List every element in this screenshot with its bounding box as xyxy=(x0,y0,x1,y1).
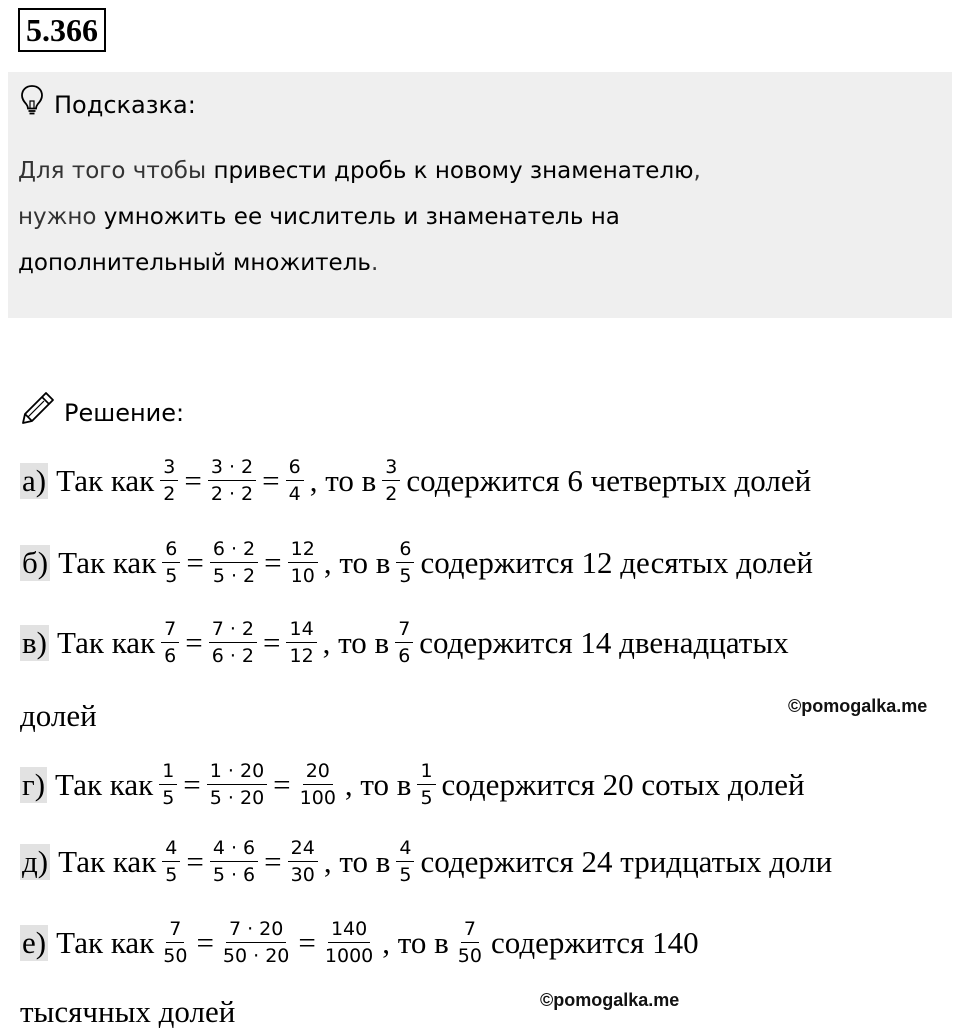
numerator: 6 xyxy=(162,537,180,563)
item-intro: Так как xyxy=(56,624,156,660)
item-connector: , то в xyxy=(382,924,449,960)
equals-sign: = xyxy=(183,766,201,802)
fraction-original-repeat xyxy=(455,917,485,968)
denominator: 2 · 2 xyxy=(210,483,254,505)
numerator: 7 xyxy=(395,617,413,643)
fraction-result xyxy=(297,759,339,810)
item-letter: в) xyxy=(22,624,47,660)
solution-item xyxy=(20,537,815,588)
denominator: 5 · 6 xyxy=(212,864,256,886)
solution-item xyxy=(20,455,813,506)
fraction-original-repeat xyxy=(417,759,435,810)
numerator: 4 xyxy=(396,836,414,862)
numerator: 1 · 20 xyxy=(207,759,267,785)
fraction-original-repeat xyxy=(395,617,413,668)
item-letter: б) xyxy=(22,544,49,580)
item-connector: , то в xyxy=(309,462,377,498)
solution-item xyxy=(20,836,834,887)
hint-text-segment: , xyxy=(693,158,701,184)
fraction-result xyxy=(288,537,318,588)
denominator: 6 · 2 xyxy=(211,645,254,667)
equals-sign: = xyxy=(186,544,204,580)
equals-sign: = xyxy=(185,624,203,660)
item-intro: Так как xyxy=(56,462,155,498)
denominator: 5 xyxy=(165,864,178,886)
numerator: 4 · 6 xyxy=(210,836,258,862)
denominator: 10 xyxy=(290,565,315,587)
fraction-result xyxy=(322,917,376,968)
lightbulb-icon xyxy=(20,84,44,126)
hint-title-text: Подсказка: xyxy=(54,91,196,119)
fraction-multiplied xyxy=(220,917,292,968)
fraction-original xyxy=(162,836,180,887)
item-letter: д) xyxy=(22,843,49,879)
solution-item xyxy=(20,617,791,668)
hint-emphasis: умножить ее числитель и знаменатель на xyxy=(103,204,620,230)
item-connector: , то в xyxy=(344,766,412,802)
numerator: 14 xyxy=(286,617,316,643)
fraction-original-repeat xyxy=(396,836,414,887)
item-continuation: долей xyxy=(20,698,97,733)
equals-sign: = xyxy=(184,462,202,498)
denominator: 5 xyxy=(399,565,412,587)
fraction-original-repeat xyxy=(396,537,414,588)
item-intro: Так как xyxy=(58,544,157,580)
numerator: 140 xyxy=(328,917,370,943)
hint-emphasis: дополнительный множитель xyxy=(18,250,371,276)
numerator: 12 xyxy=(288,537,318,563)
equals-sign: = xyxy=(263,624,281,660)
numerator: 1 xyxy=(159,759,177,785)
denominator: 6 xyxy=(164,645,177,667)
hint-text-segment: Для того чтобы xyxy=(18,158,214,184)
item-conclusion: содержится 24 тридцатых доли xyxy=(420,843,833,879)
hint-title xyxy=(20,84,196,126)
solution-title-text: Решение: xyxy=(64,399,185,427)
item-intro: Так как xyxy=(55,766,154,802)
solution-title xyxy=(20,390,184,436)
solution-item xyxy=(20,917,701,968)
equals-sign: = xyxy=(273,766,291,802)
watermark: ©pomogalka.me xyxy=(788,696,928,716)
item-intro: Так как xyxy=(58,843,157,879)
equals-sign: = xyxy=(298,924,316,960)
item-conclusion: содержится 140 xyxy=(490,924,699,960)
numerator: 24 xyxy=(288,836,318,862)
denominator: 50 · 20 xyxy=(222,945,290,967)
denominator: 5 xyxy=(165,565,178,587)
item-conclusion: содержится 12 десятых долей xyxy=(420,544,813,580)
item-connector: , то в xyxy=(322,624,390,660)
fraction-multiplied xyxy=(210,537,258,588)
numerator: 7 · 2 xyxy=(209,617,257,643)
numerator: 7 xyxy=(166,917,184,943)
denominator: 30 xyxy=(290,864,315,886)
denominator: 5 · 2 xyxy=(212,565,256,587)
denominator: 2 xyxy=(163,483,176,505)
equals-sign: = xyxy=(264,544,282,580)
denominator: 6 xyxy=(398,645,411,667)
numerator: 6 xyxy=(396,537,414,563)
numerator: 20 xyxy=(303,759,333,785)
equals-sign: = xyxy=(186,843,204,879)
item-intro: Так как xyxy=(56,924,155,960)
hint-text-segment: нужно xyxy=(18,204,104,230)
fraction-multiplied xyxy=(208,455,256,506)
fraction-original xyxy=(160,455,178,506)
fraction-original-repeat xyxy=(382,455,400,506)
item-letter: а) xyxy=(22,462,47,498)
item-connector: , то в xyxy=(323,843,391,879)
numerator: 4 xyxy=(162,836,180,862)
numerator: 6 xyxy=(286,455,304,481)
item-conclusion: содержится 14 двенадцатых xyxy=(419,624,789,660)
numerator: 3 · 2 xyxy=(208,455,256,481)
fraction-multiplied xyxy=(209,617,257,668)
task-number: 5.366 xyxy=(18,8,106,52)
fraction-result xyxy=(286,617,316,668)
fraction-original xyxy=(159,759,177,810)
equals-sign: = xyxy=(264,843,282,879)
fraction-original xyxy=(162,537,180,588)
denominator: 50 xyxy=(163,945,188,967)
item-letter: г) xyxy=(22,766,46,802)
fraction-original xyxy=(160,917,190,968)
denominator: 5 xyxy=(162,787,175,809)
denominator: 100 xyxy=(299,787,336,809)
numerator: 3 xyxy=(382,455,400,481)
pencil-icon xyxy=(20,390,56,436)
numerator: 7 xyxy=(461,917,479,943)
equals-sign: = xyxy=(196,924,214,960)
item-conclusion: содержится 20 сотых долей xyxy=(441,766,805,802)
denominator: 5 xyxy=(420,787,433,809)
solution-item xyxy=(20,759,807,810)
denominator: 50 xyxy=(457,945,482,967)
item-connector: , то в xyxy=(323,544,391,580)
denominator: 4 xyxy=(288,483,301,505)
denominator: 5 · 20 xyxy=(209,787,265,809)
fraction-result xyxy=(288,836,318,887)
equals-sign: = xyxy=(262,462,280,498)
numerator: 7 · 20 xyxy=(226,917,286,943)
hint-emphasis: привести дробь к новому знаменателю xyxy=(213,158,694,184)
item-letter: е) xyxy=(22,924,47,960)
item-conclusion: содержится 6 четвертых долей xyxy=(406,462,812,498)
fraction-result xyxy=(286,455,304,506)
hint-text-segment: . xyxy=(370,250,379,276)
denominator: 2 xyxy=(385,483,398,505)
watermark: ©pomogalka.me xyxy=(540,990,680,1010)
numerator: 7 xyxy=(161,617,179,643)
numerator: 6 · 2 xyxy=(210,537,258,563)
numerator: 1 xyxy=(417,759,435,785)
fraction-original xyxy=(161,617,179,668)
item-continuation: тысячных долей xyxy=(20,994,236,1029)
denominator: 5 xyxy=(399,864,412,886)
fraction-multiplied xyxy=(207,759,267,810)
hint-text xyxy=(18,148,918,286)
fraction-multiplied xyxy=(210,836,258,887)
denominator: 12 xyxy=(289,645,314,667)
denominator: 1000 xyxy=(324,945,374,967)
numerator: 3 xyxy=(160,455,178,481)
